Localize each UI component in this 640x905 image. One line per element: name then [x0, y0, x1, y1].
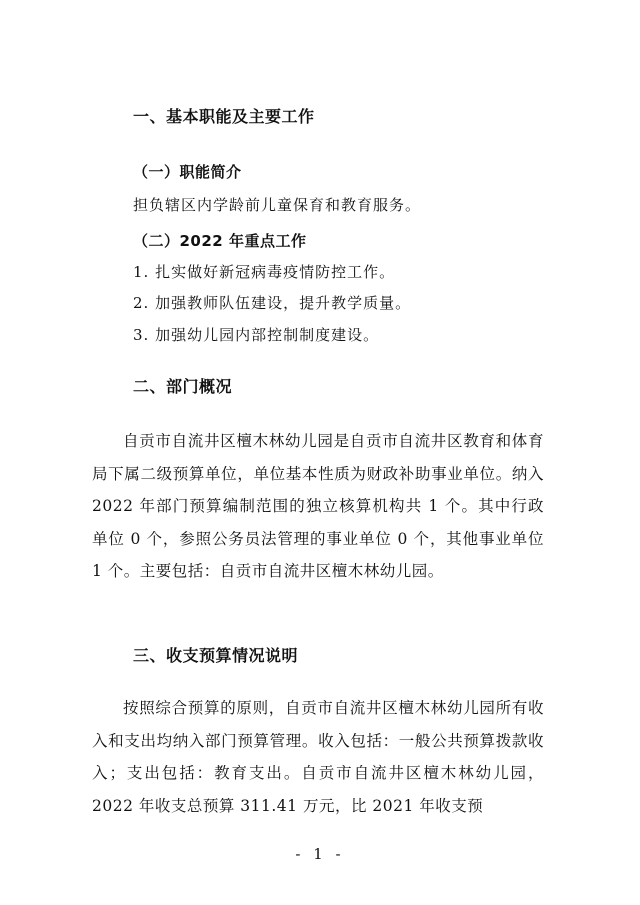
subsection-1-body: 担负辖区内学龄前儿童保育和教育服务。 — [133, 196, 422, 214]
subsection-2-heading: （二）2022 年重点工作 — [133, 232, 307, 250]
work-item-1: 1. 扎实做好新冠病毒疫情防控工作。 — [133, 263, 396, 281]
budget-explanation-paragraph: 按照综合预算的原则，自贡市自流井区檀木林幼儿园所有收入和支出均纳入部门预算管理。收入包括：一般公共预算拨款收入；支出包括：教育支出。自贡市自流井区檀木林幼儿园，2022 年收支总预算 311.41 万元，比 2021 年收支预 — [92, 699, 544, 815]
work-item-3: 3. 加强幼儿园内部控制制度建设。 — [133, 326, 380, 344]
work-item-2: 2. 加强教师队伍建设，提升教学质量。 — [133, 294, 412, 312]
section-1-heading: 一、基本职能及主要工作 — [133, 107, 315, 126]
department-overview-paragraph: 自贡市自流井区檀木林幼儿园是自贡市自流井区教育和体育局下属二级预算单位，单位基本性质为财政补助事业单位。纳入 2022 年部门预算编制范围的独立核算机构共 1 个。其中行政单位 0 个，参照公务员法管理的事业单位 0 个，其他事业单位 1 个。主要包括：自贡市自流井区檀木林幼儿园。 — [92, 432, 544, 580]
section-2-heading: 二、部门概况 — [133, 377, 233, 396]
page-number: - 1 - — [295, 845, 345, 863]
section-3-heading: 三、收支预算情况说明 — [133, 646, 299, 665]
subsection-1-heading: （一）职能简介 — [133, 163, 242, 181]
